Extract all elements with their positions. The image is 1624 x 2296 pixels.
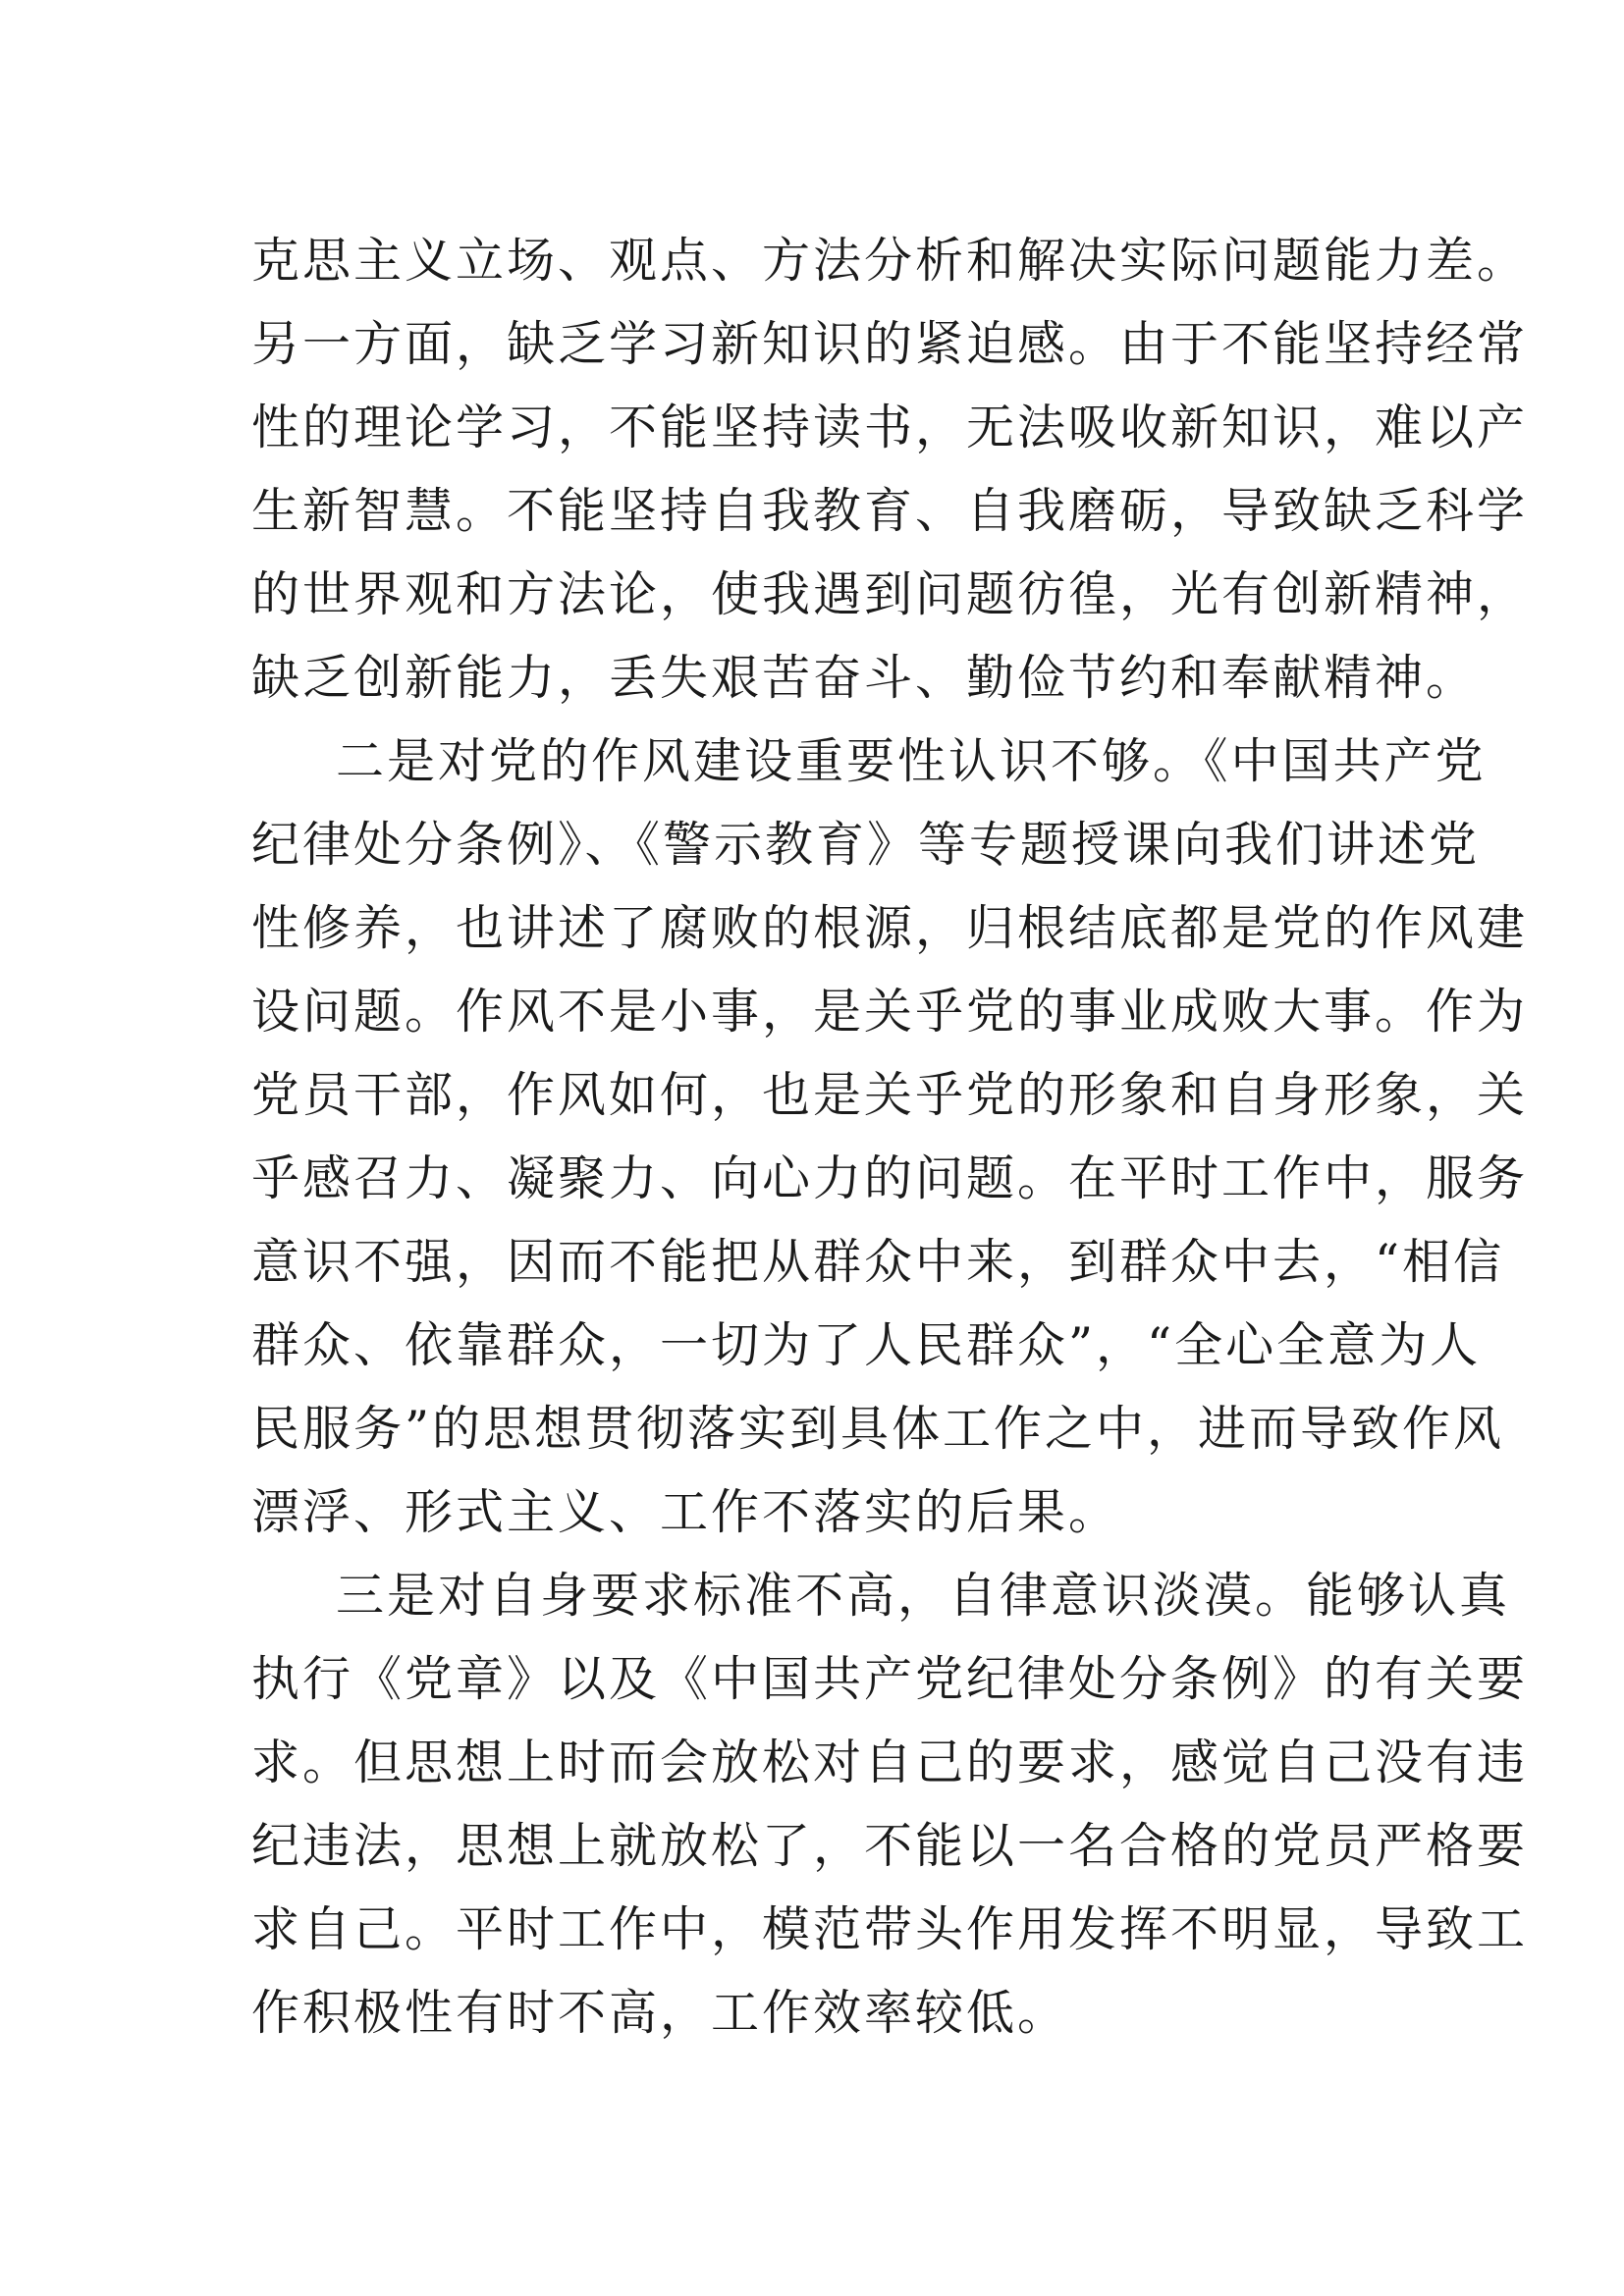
text-line: 党员干部，作风如何，也是关乎党的形象和自身形象，关 (251, 1067, 1529, 1123)
text-line: 纪律处分条例》、《警示教育》等专题授课向我们讲述党 (251, 817, 1481, 873)
paragraph-first-line: 三是对自身要求标准不高，自律意识淡漠。能够认真 (336, 1568, 1511, 1624)
text-line: 漂浮、形式主义、工作不落实的后果。 (251, 1484, 1120, 1540)
text-line: 的世界观和方法论，使我遇到问题彷徨，光有创新精神， (251, 566, 1529, 622)
text-line: 缺乏创新能力，丢失艰苦奋斗、勤俭节约和奉献精神。 (251, 650, 1478, 706)
text-line: 纪违法，思想上就放松了，不能以一名合格的党员严格要 (251, 1818, 1529, 1874)
text-line: 性修养，也讲述了腐败的根源，归根结底都是党的作风建 (251, 900, 1529, 956)
text-line: 意识不强，因而不能把从群众中来，到群众中去，“相信 (251, 1234, 1505, 1290)
text-line: 群众、依靠群众，一切为了人民群众”，“全心全意为人 (251, 1317, 1482, 1373)
paragraph-first-line: 二是对党的作风建设重要性认识不够。《中国共产党 (336, 733, 1487, 789)
text-line: 设问题。作风不是小事，是关乎党的事业成败大事。作为 (251, 984, 1529, 1040)
text-line: 作积极性有时不高，工作效率较低。 (251, 1985, 1069, 2041)
text-line: 执行《党章》以及《中国共产党纪律处分条例》的有关要 (251, 1651, 1529, 1707)
text-line: 性的理论学习，不能坚持读书，无法吸收新知识，难以产 (251, 400, 1529, 455)
text-line: 求自己。平时工作中，模范带头作用发挥不明显，导致工 (251, 1901, 1529, 1957)
text-line: 另一方面，缺乏学习新知识的紧迫感。由于不能坚持经常 (251, 316, 1529, 372)
text-line: 民服务”的思想贯彻落实到具体工作之中，进而导致作风 (251, 1401, 1505, 1457)
text-line: 乎感召力、凝聚力、向心力的问题。在平时工作中，服务 (251, 1150, 1529, 1206)
text-line: 生新智慧。不能坚持自我教育、自我磨砺，导致缺乏科学 (251, 483, 1529, 539)
text-line: 克思主义立场、观点、方法分析和解决实际问题能力差。 (251, 233, 1529, 289)
text-line: 求。但思想上时而会放松对自己的要求，感觉自己没有违 (251, 1735, 1529, 1790)
